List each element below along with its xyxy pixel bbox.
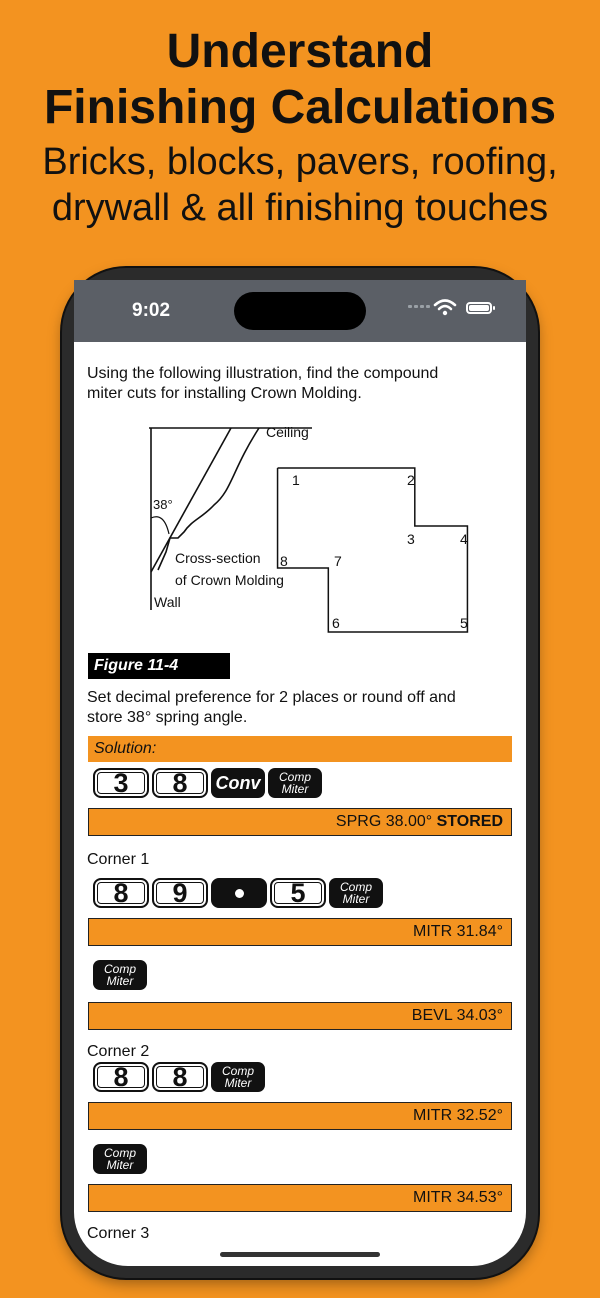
keystroke-row-spring bbox=[93, 768, 322, 798]
key-comp-miter[interactable] bbox=[93, 960, 147, 990]
key-comp-label: Comp bbox=[339, 880, 372, 894]
result-spring-status: STORED bbox=[436, 813, 503, 830]
result-spring bbox=[88, 808, 512, 836]
phone-screen bbox=[74, 280, 526, 1266]
home-indicator[interactable] bbox=[220, 1252, 380, 1257]
key-comp-miter[interactable] bbox=[329, 878, 383, 908]
corner-num-6: 6 bbox=[332, 615, 340, 631]
dynamic-island bbox=[234, 292, 366, 330]
instruction-line1: Set decimal preference for 2 places or round off and bbox=[87, 689, 456, 706]
key-decimal-point[interactable] bbox=[211, 878, 267, 908]
hero-title-line2: Finishing Calculations bbox=[43, 81, 557, 134]
signal-icon bbox=[408, 305, 430, 308]
hero-subtitle-line1: Bricks, blocks, pavers, roofing, bbox=[42, 141, 558, 183]
key-comp-label: Comp bbox=[103, 962, 136, 976]
key-miter-label: Miter bbox=[106, 1158, 134, 1172]
key-comp-label: Comp bbox=[221, 1064, 254, 1078]
key-8[interactable]: 8 bbox=[93, 878, 149, 908]
key-3[interactable]: 3 bbox=[93, 768, 149, 798]
corner-num-4: 4 bbox=[460, 531, 468, 547]
key-miter-label: Miter bbox=[342, 892, 370, 906]
key-comp-label: Comp bbox=[278, 770, 311, 784]
decimal-dot-icon bbox=[235, 889, 244, 898]
result-corner1-bevel: BEVL 34.03° bbox=[88, 1002, 512, 1030]
battery-icon bbox=[466, 302, 492, 314]
corner-num-5: 5 bbox=[460, 615, 468, 631]
corner-num-1: 1 bbox=[292, 472, 300, 488]
key-8[interactable]: 8 bbox=[152, 1062, 208, 1092]
keystroke-row-corner2-second bbox=[93, 1144, 147, 1174]
figure-label: Figure 11-4 bbox=[88, 653, 230, 679]
cross-section-label-line1: Cross-section bbox=[175, 550, 261, 566]
key-comp-miter[interactable] bbox=[93, 1144, 147, 1174]
content-scroll-area[interactable] bbox=[74, 342, 526, 1242]
key-comp-label: Comp bbox=[103, 1146, 136, 1160]
keystroke-row-corner2 bbox=[93, 1062, 265, 1092]
question-line1: Using the following illustration, find the compound bbox=[87, 365, 439, 382]
hero-title-line1: Understand bbox=[166, 25, 434, 78]
corner-num-8: 8 bbox=[280, 553, 288, 569]
wall-label: Wall bbox=[154, 594, 181, 610]
key-miter-label: Miter bbox=[106, 974, 134, 988]
corner-num-7: 7 bbox=[334, 553, 342, 569]
result-corner2-miter: MITR 32.52° bbox=[88, 1102, 512, 1130]
result-corner1-miter: MITR 31.84° bbox=[88, 918, 512, 946]
crown-molding-diagram bbox=[114, 420, 474, 642]
corner3-label: Corner 3 bbox=[87, 1225, 150, 1242]
status-bar bbox=[74, 280, 526, 342]
keystroke-row-corner1-bevel bbox=[93, 960, 147, 990]
key-comp-miter[interactable] bbox=[211, 1062, 265, 1092]
key-miter-label: Miter bbox=[281, 782, 309, 796]
key-8[interactable]: 8 bbox=[152, 768, 208, 798]
wifi-icon bbox=[432, 297, 458, 317]
solution-header: Solution: bbox=[88, 736, 512, 762]
result-corner2-miter-second: MITR 34.53° bbox=[88, 1184, 512, 1212]
key-miter-label: Miter bbox=[224, 1076, 252, 1090]
instruction-line2: store 38° spring angle. bbox=[87, 709, 248, 726]
corner1-label: Corner 1 bbox=[87, 851, 150, 868]
corner-num-3: 3 bbox=[407, 531, 415, 547]
keystroke-row-corner1 bbox=[93, 878, 383, 908]
ceiling-label: Ceiling bbox=[266, 424, 309, 440]
key-5[interactable]: 5 bbox=[270, 878, 326, 908]
question-line2: miter cuts for installing Crown Molding. bbox=[87, 385, 362, 402]
key-8[interactable]: 8 bbox=[93, 1062, 149, 1092]
key-9[interactable]: 9 bbox=[152, 878, 208, 908]
key-conv[interactable]: Conv bbox=[211, 768, 265, 798]
status-time: 9:02 bbox=[132, 300, 171, 321]
cross-section-label-line2: of Crown Molding bbox=[175, 572, 284, 588]
phone-frame bbox=[62, 268, 538, 1278]
corner2-label: Corner 2 bbox=[87, 1043, 150, 1060]
result-spring-value: SPRG 38.00° bbox=[335, 813, 433, 830]
key-comp-miter[interactable] bbox=[268, 768, 322, 798]
corner-num-2: 2 bbox=[407, 472, 415, 488]
hero-subtitle-line2: drywall & all finishing touches bbox=[51, 187, 549, 229]
spring-angle-label: 38° bbox=[153, 497, 173, 512]
